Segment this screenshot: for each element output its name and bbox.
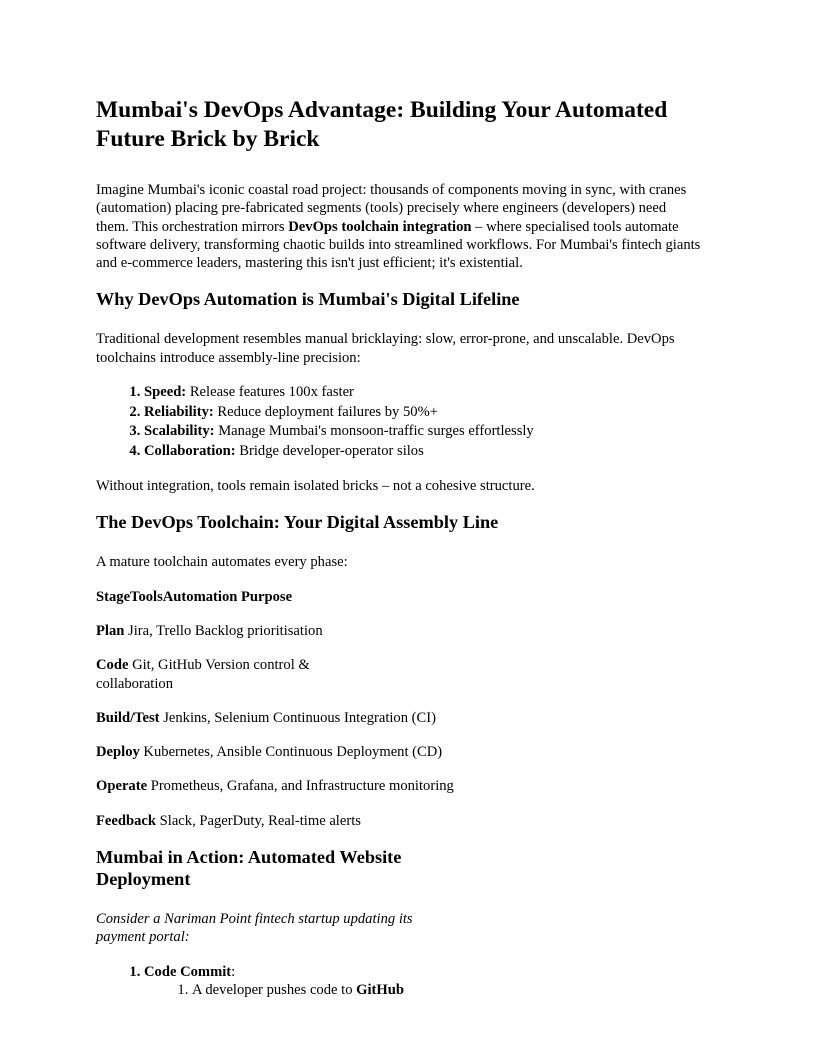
toolchain-paragraph: A mature toolchain automates every phase: (96, 554, 348, 571)
list-item (144, 442, 720, 462)
stage-label: Plan (96, 622, 125, 639)
section-heading-toolchain: The DevOps Toolchain: Your Digital Assembly Line (96, 512, 499, 533)
table-row (96, 622, 720, 640)
benefit-label: Reliability: (144, 403, 214, 420)
toolchain-table-header: StageToolsAutomation Purpose (96, 588, 293, 605)
stage-label: Feedback (96, 812, 156, 829)
stage-details: Git, GitHub Version control & collaboration (96, 657, 310, 692)
benefit-text: Bridge developer-operator silos (235, 442, 424, 459)
stage-label: Build/Test (96, 709, 160, 726)
list-item (144, 403, 720, 423)
benefit-label: Speed: (144, 384, 187, 401)
list-item (144, 422, 720, 442)
stage-details: Slack, PagerDuty, Real-time alerts (156, 812, 361, 829)
step-label: Code Commit (144, 963, 232, 980)
deployment-steps-list (96, 963, 720, 1000)
section-heading-mumbai-action: Mumbai in Action: Automated Website Deployment (96, 847, 402, 890)
benefit-text: Reduce deployment failures by 50%+ (213, 403, 438, 420)
table-row (96, 777, 720, 795)
benefit-label: Scalability: (144, 423, 215, 440)
stage-details: Prometheus, Grafana, and Infrastructure monitoring (147, 778, 454, 795)
list-item (144, 963, 720, 1000)
scenario-paragraph: Consider a Nariman Point fintech startup updating its payment portal: (96, 911, 413, 946)
sub-steps-list (144, 981, 720, 999)
step-suffix: : (231, 963, 236, 980)
document-page (96, 96, 720, 999)
benefit-label: Collaboration: (144, 442, 236, 459)
intro-paragraph (96, 181, 702, 272)
intro-text-before: Imagine Mumbai's iconic coastal road project: thousands of components moving in sync, with cranes (automation) placing pre-fabricated segments (tools) precisely where engineers (developers) need them. This orchestration mirrors (96, 182, 687, 235)
list-item (192, 981, 720, 999)
table-row (96, 709, 720, 727)
page-title: Mumbai's DevOps Advantage: Building Your Automated Future Brick by Brick (96, 97, 668, 152)
intro-text-after: – where specialised tools automate software delivery, transforming chaotic builds into streamlined workflows. For Mumbai's fintech giants and e-commerce leaders, mastering this isn't just efficient; it's existential. (96, 218, 701, 272)
lifeline-closing: Without integration, tools remain isolated bricks – not a cohesive structure. (96, 478, 535, 495)
lifeline-paragraph: Traditional development resembles manual bricklaying: slow, error-prone, and unscalable. DevOps toolchains introduce assembly-line precision: (96, 331, 675, 366)
sub-step-bold: GitHub (356, 981, 404, 998)
stage-label: Operate (96, 778, 148, 795)
benefit-text: Manage Mumbai's monsoon-traffic surges effortlessly (214, 423, 534, 440)
stage-details: Jenkins, Selenium Continuous Integration (CI) (159, 709, 436, 726)
stage-details: Jira, Trello Backlog prioritisation (124, 622, 323, 639)
benefit-text: Release features 100x faster (186, 384, 354, 401)
section-heading-lifeline: Why DevOps Automation is Mumbai's Digital Lifeline (96, 289, 520, 310)
stage-label: Code (96, 657, 129, 674)
stage-label: Deploy (96, 744, 140, 761)
table-row (96, 812, 720, 830)
table-row (96, 743, 720, 761)
intro-bold-term: DevOps toolchain integration (288, 218, 472, 235)
list-item (144, 383, 720, 403)
table-row (96, 656, 336, 693)
sub-step-text: A developer pushes code to (192, 981, 357, 998)
stage-details: Kubernetes, Ansible Continuous Deployment (CD) (139, 744, 443, 761)
benefits-list (96, 383, 720, 461)
